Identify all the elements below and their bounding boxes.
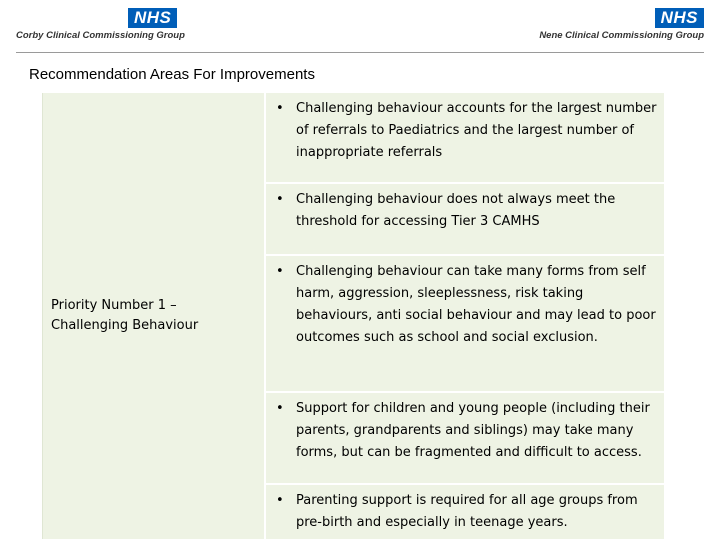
priority-cell: [42, 93, 266, 539]
bullet-icon: •: [276, 101, 284, 116]
priority-label: [51, 296, 198, 336]
point-row-5: [266, 485, 664, 539]
priority-line-1: Priority Number 1 –: [51, 298, 177, 313]
point-row-4: [266, 393, 664, 485]
point-text-2: Challenging behaviour does not always meet the threshold for accessing Tier 3 CAMHS: [296, 192, 616, 229]
nene-ccg-name: Nene Clinical Commissioning Group: [539, 30, 704, 41]
recommendation-table: [42, 93, 664, 539]
bullet-icon: •: [276, 192, 284, 207]
nene-ccg-logo: [539, 8, 704, 41]
point-text-3: Challenging behaviour can take many forms from self harm, aggression, sleeplessness, risk taking behaviours, anti social behaviour and may lead to poor outcomes such as school and social exclusion.: [296, 264, 656, 345]
bullet-icon: •: [276, 493, 284, 508]
point-row-1: [266, 93, 664, 184]
nhs-badge-left: NHS: [128, 8, 177, 28]
slide-title: Recommendation Areas For Improvements: [29, 66, 315, 83]
corby-ccg-name: Corby Clinical Commissioning Group: [16, 30, 185, 41]
priority-line-2: Challenging Behaviour: [51, 318, 199, 333]
bullet-icon: •: [276, 264, 284, 279]
point-text-4: Support for children and young people (including their parents, grandparents and siblings) may take many forms, but can be fragmented and difficult to access.: [296, 401, 650, 460]
corby-ccg-logo: [16, 8, 185, 41]
point-row-3: [266, 256, 664, 393]
nhs-badge-right: NHS: [655, 8, 704, 28]
point-text-1: Challenging behaviour accounts for the largest number of referrals to Paediatrics and the largest number of inappropriate referrals: [296, 101, 657, 160]
header-divider: [16, 52, 704, 53]
points-column: [266, 93, 664, 539]
point-row-2: [266, 184, 664, 256]
point-text-5: Parenting support is required for all age groups from pre-birth and especially in teenage years.: [296, 493, 638, 530]
bullet-icon: •: [276, 401, 284, 416]
